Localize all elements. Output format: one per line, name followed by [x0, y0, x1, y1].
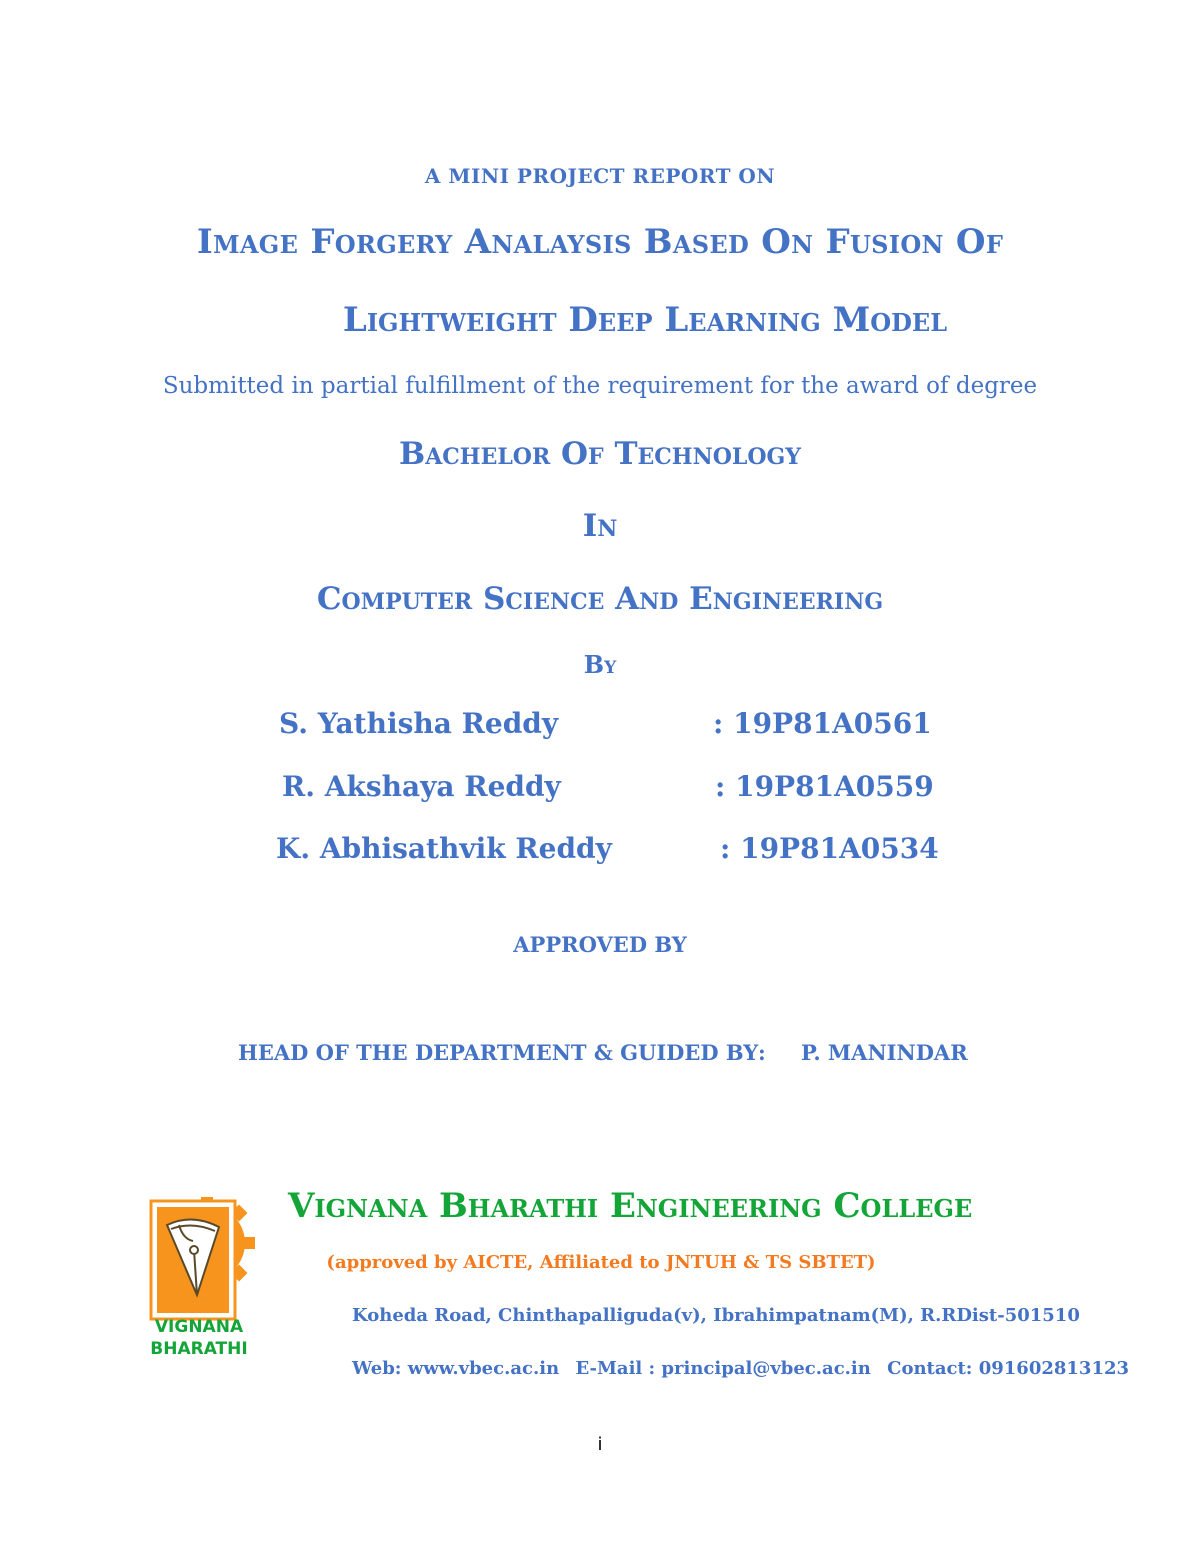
college-address: Koheda Road, Chinthapalliguda(v), Ibrahimpatnam(M), R.RDist-501510	[352, 1305, 1080, 1326]
student-name: S. Yathisha Reddy	[279, 707, 559, 740]
logo-text-line-2: BHARATHI	[150, 1339, 248, 1359]
student-roll-number: : 19P81A0534	[720, 832, 939, 865]
title-line-2: Lightweight Deep Learning Model	[342, 300, 948, 340]
student-roll-number: : 19P81A0561	[713, 707, 932, 740]
branch-name: Computer Science And Engineering	[316, 581, 884, 617]
approved-by-heading: APPROVED BY	[513, 932, 687, 957]
student-name: K. Abhisathvik Reddy	[276, 832, 612, 865]
college-name: Vignana Bharathi Engineering College	[288, 1186, 973, 1226]
college-phone: Contact: 091602813123	[887, 1358, 1130, 1379]
college-website: Web: www.vbec.ac.in	[352, 1358, 560, 1379]
in-word: In	[582, 508, 618, 544]
logo-text-line-1: VIGNANA	[154, 1317, 244, 1337]
student-name: R. Akshaya Reddy	[282, 770, 561, 803]
degree-name: Bachelor Of Technology	[399, 436, 801, 472]
college-contact-line	[352, 1358, 1139, 1379]
hod-label: HEAD OF THE DEPARTMENT & GUIDED BY	[238, 1040, 759, 1065]
student-roll-number: : 19P81A0559	[715, 770, 934, 803]
hod-separator: :	[758, 1040, 766, 1065]
submitted-text: Submitted in partial fulfillment of the requirement for the award of degree	[162, 373, 1038, 399]
by-word: By	[583, 650, 617, 679]
hod-name: P. MANINDAR	[801, 1040, 968, 1065]
pre-title: A MINI PROJECT REPORT ON	[424, 164, 776, 188]
title-line-1: Image Forgery Analaysis Based On Fusion Of	[196, 222, 1004, 262]
college-approval: (approved by AICTE, Affiliated to JNTUH & TS SBTET)	[326, 1252, 876, 1273]
college-email: E-Mail : principal@vbec.ac.in	[575, 1358, 871, 1379]
college-logo-icon	[137, 1195, 262, 1360]
page-number: i	[597, 1434, 603, 1455]
